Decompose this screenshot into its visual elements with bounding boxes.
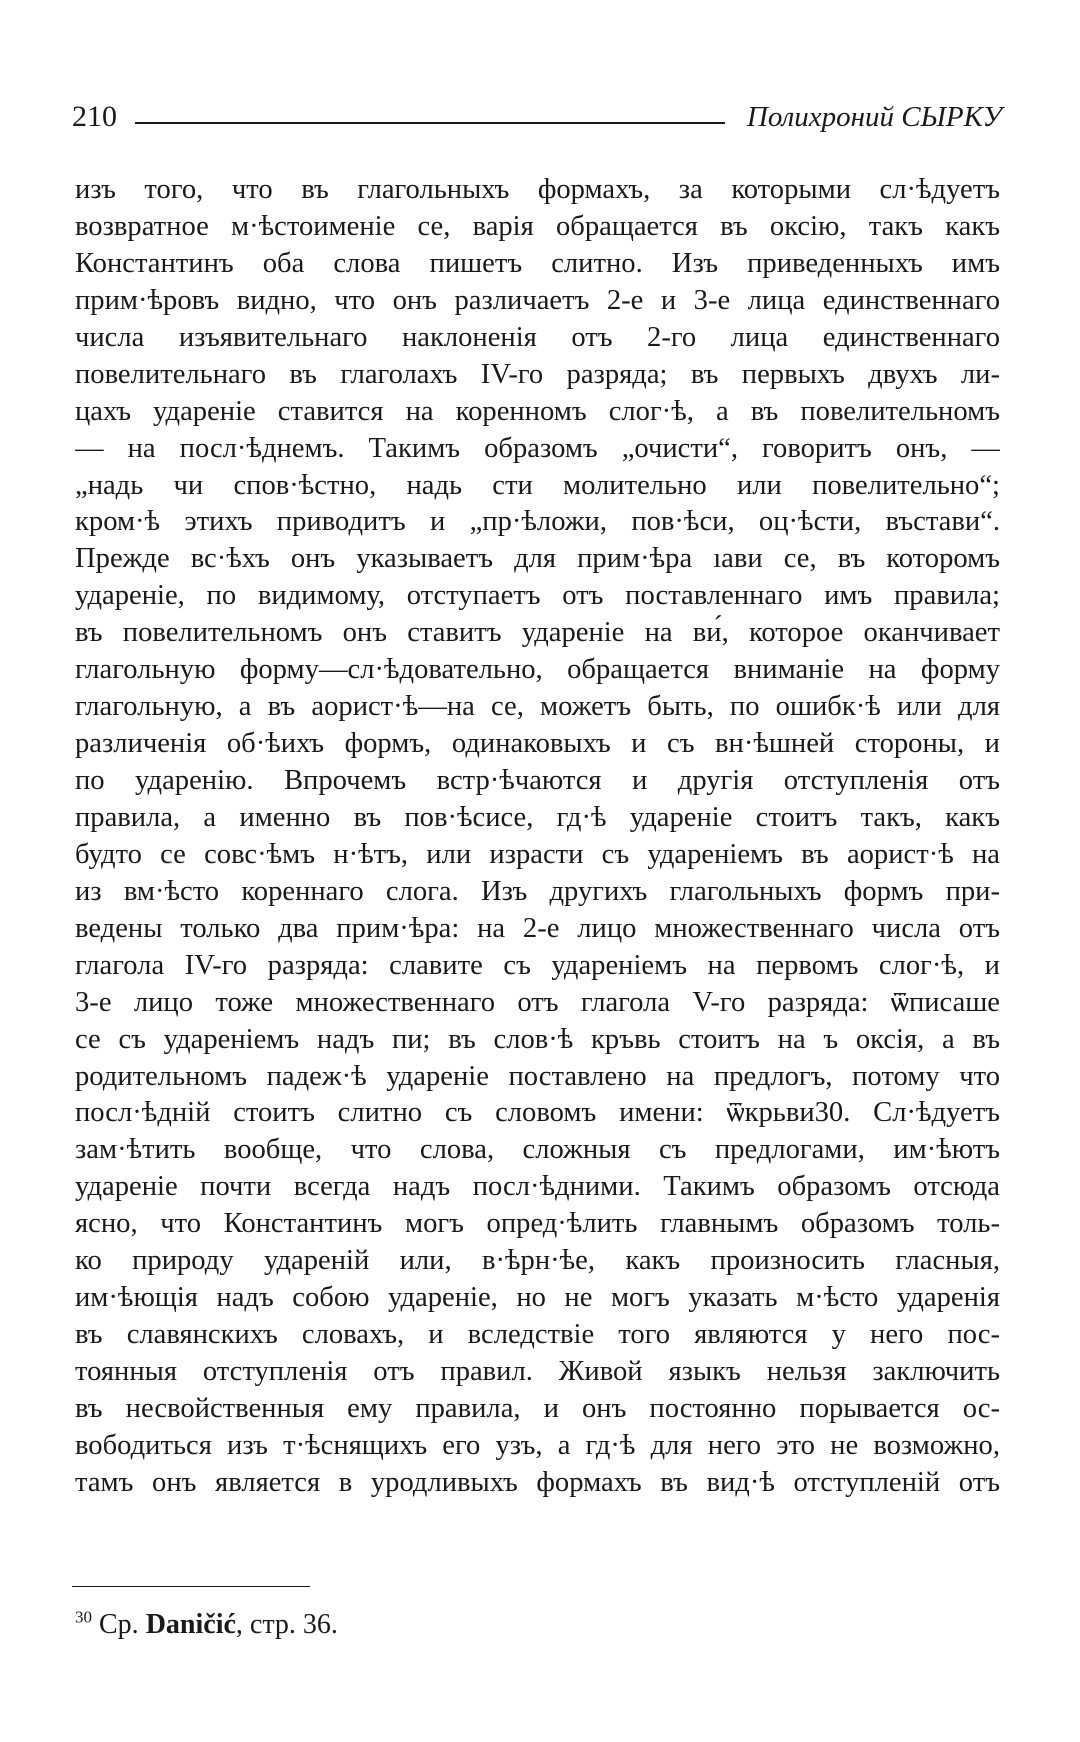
body-line: глагольную форму—сл·ѣдовательно, обращается вниманіе на форму xyxy=(75,654,1000,686)
body-line: ясно, что Константинъ могъ опред·ѣлить главнымъ образомъ толь- xyxy=(75,1208,1000,1240)
header-rule xyxy=(135,122,725,124)
body-line: въ повелительномъ онъ ставитъ удареніе на ви́, которое оканчивает xyxy=(75,617,1000,649)
footnote xyxy=(75,1608,338,1642)
body-line: удареніе почти всегда надъ посл·ѣдними. Такимъ образомъ отсюда xyxy=(75,1171,1000,1203)
body-line: ведены только два прим·ѣра: на 2-е лицо множественнаго числа отъ xyxy=(75,912,1000,944)
body-line: различенія об·ѣихъ формъ, одинаковыхъ и съ вн·ѣшней стороны, и xyxy=(75,728,1000,760)
body-line: се съ удареніемъ надъ пи; въ слов·ѣ кръвь стоитъ на ъ оксія, а въ xyxy=(75,1023,1000,1055)
body-line: 3-е лицо тоже множественнаго отъ глагола V-го разряда: ѿписаше xyxy=(75,986,1000,1018)
body-line: — на посл·ѣднемъ. Такимъ образомъ „очисти“, говоритъ онъ, — xyxy=(75,432,1000,464)
body-line: из вм·ѣсто кореннаго слога. Изъ другихъ глагольныхъ формъ при- xyxy=(75,875,1000,907)
body-line: тамъ онъ является в уродливыхъ формахъ въ вид·ѣ отступленій отъ xyxy=(75,1466,1000,1498)
body-line: вободиться изъ т·ѣснящихъ его узъ, а гд·ѣ для него это не возможно, xyxy=(75,1429,1000,1461)
body-line: „надь чи спов·ѣстно, надь сти молительно или повелительно“; xyxy=(75,469,1000,501)
body-line: ко природу удареній или, в·ѣрн·ѣе, какъ произносить гласныя, xyxy=(75,1245,1000,1277)
body-line: въ славянскихъ словахъ, и вследствіе того являются у него пос- xyxy=(75,1319,1000,1351)
body-line: им·ѣющія надъ собою удареніе, но не могъ указать м·ѣсто ударенія xyxy=(75,1282,1000,1314)
footnote-author: Daničić xyxy=(145,1609,236,1640)
body-line: правила, а именно въ пов·ѣсисе, гд·ѣ удареніе стоитъ такъ, какъ xyxy=(75,801,1000,833)
body-line: числа изъявительнаго наклоненія отъ 2-го лица единственнаго xyxy=(75,321,1000,353)
body-line: глагола IV-го разряда: славите съ удареніемъ на первомъ слог·ѣ, и xyxy=(75,949,1000,981)
body-line: тоянныя отступленія отъ правил. Живой языкъ нельзя заключить xyxy=(75,1356,1000,1387)
body-line: посл·ѣдній стоитъ слитно съ словомъ имени: ѿкрьви30. Сл·ѣдуетъ xyxy=(75,1097,1000,1129)
body-line: повелительнаго въ глаголахъ IV-го разряда; въ первыхъ двухъ ли- xyxy=(75,358,1000,390)
body-line: кром·ѣ этихъ приводитъ и „пр·ѣложи, пов·ѣси, оц·ѣсти, въстави“. xyxy=(75,506,1000,538)
footnote-marker: 30 xyxy=(75,1607,92,1627)
body-line: Константинъ оба слова пишетъ слитно. Изъ приведенныхъ имъ xyxy=(75,247,1000,279)
body-line: цахъ удареніе ставится на коренномъ слог·ѣ, а въ повелительномъ xyxy=(75,395,1000,427)
body-line: будто се совс·ѣмъ н·ѣтъ, или израсти съ удареніемъ въ аорист·ѣ на xyxy=(75,838,1000,870)
body-line: глагольную, а въ аорист·ѣ—на се, можетъ быть, по ошибк·ѣ или для xyxy=(75,691,1000,723)
body-line: возвратное м·ѣстоименіе се, варія обращается въ оксію, такъ какъ xyxy=(75,210,1000,242)
body-line: Прежде вс·ѣхъ онъ указываетъ для прим·ѣра ıави се, въ которомъ xyxy=(75,543,1000,575)
body-line: зам·ѣтить вообще, что слова, сложныя съ предлогами, им·ѣютъ xyxy=(75,1134,1000,1166)
body-line: удареніе, по видимому, отступаетъ отъ поставленнаго имъ правила; xyxy=(75,580,1000,612)
body-line: въ несвойственныя ему правила, и онъ постоянно порывается ос- xyxy=(75,1392,1000,1424)
body-line: изъ того, что въ глагольныхъ формахъ, за которыми сл·ѣдуетъ xyxy=(75,174,1000,205)
page-number: 210 xyxy=(72,100,117,133)
body-line: прим·ѣровъ видно, что онъ различаетъ 2-е и 3-е лица единственнаго xyxy=(75,284,1000,316)
body-line: по ударенію. Впрочемъ встр·ѣчаются и другія отступленія отъ xyxy=(75,765,1000,796)
running-title: Полихроний СЫРКУ xyxy=(746,101,1002,133)
footnote-suffix: , стр. 36. xyxy=(235,1609,338,1640)
body-line: родительномъ падеж·ѣ удареніе поставлено на предлогъ, потому что xyxy=(75,1060,1000,1092)
page-header xyxy=(72,92,1002,132)
footnote-rule xyxy=(72,1586,310,1587)
body-text xyxy=(75,172,1000,1502)
footnote-prefix: Ср. xyxy=(99,1609,139,1640)
